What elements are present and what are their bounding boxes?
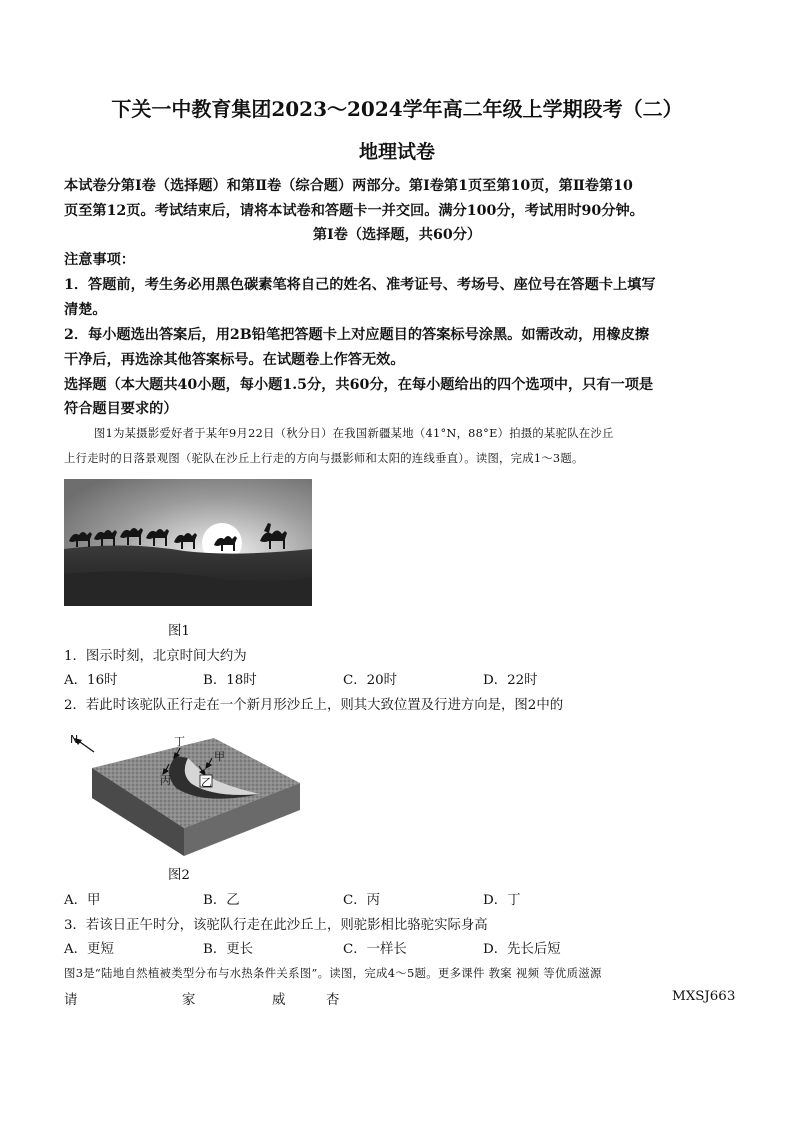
q3-option-b: B．更长 — [203, 942, 254, 957]
q2-option-d: D．丁 — [483, 893, 521, 908]
q2-option-b: B．乙 — [203, 893, 240, 908]
footer-char-1: 请 — [64, 993, 78, 1008]
q1-option-c: C．20时 — [343, 673, 398, 688]
intro-line-1: 本试卷分第Ⅰ卷（选择题）和第Ⅱ卷（综合题）两部分。第Ⅰ卷第1页至第10页，第Ⅱ卷第10 — [64, 178, 633, 194]
notes-heading: 注意事项： — [64, 252, 135, 268]
document-code: MXSJ663 — [672, 989, 736, 1004]
label-ding: 丁 — [174, 735, 185, 748]
intro-line-2: 页至第12页。考试结束后，请将本试卷和答题卡一并交回。满分100分，考试用时90分钟。 — [64, 203, 644, 219]
exam-title: 下关一中教育集团2023～2024学年高二年级上学期段考（二） — [111, 97, 683, 121]
label-jia: 甲 — [214, 750, 225, 763]
north-label: N — [70, 733, 79, 746]
label-yi: 乙 — [201, 776, 212, 789]
note-2-line-2: 干净后，再选涂其他答案标号。在试题卷上作答无效。 — [64, 352, 405, 368]
north-arrow-icon — [80, 742, 94, 752]
note-1-line-2: 清楚。 — [64, 302, 107, 318]
choice-instructions-line-1: 选择题（本大题共40小题，每小题1.5分，共60分，在每小题给出的四个选项中，只有一项是 — [64, 377, 654, 393]
figure-1-caption: 图1 — [168, 624, 190, 639]
footer-char-3: 威 — [272, 993, 286, 1008]
passage-1-line-1: 图1为某摄影爱好者于某年9月22日（秋分日）在我国新疆某地（41°N，88°E）拍摄的某驼队在沙丘 — [94, 427, 614, 440]
passage-2-line-1: 图3是“陆地自然植被类型分布与水热条件关系图”。读图，完成4～5题。更多课件 教案 视频 等优质滋源 — [64, 966, 602, 980]
figure-2-caption: 图2 — [168, 868, 190, 883]
note-1-line-1: 1．答题前，考生务必用黑色碳素笔将自己的姓名、准考证号、考场号、座位号在答题卡上填写 — [64, 277, 656, 293]
choice-instructions-line-2: 符合题目要求的） — [64, 401, 178, 417]
footer-char-2: 家 — [182, 993, 196, 1008]
q3-option-a: A．更短 — [64, 942, 114, 957]
figure-2-dune-diagram — [64, 728, 304, 860]
q1-option-a: A．16时 — [64, 673, 118, 688]
figure-1-photo — [64, 479, 312, 606]
label-bing: 丙 — [160, 774, 171, 787]
q2-option-c: C．丙 — [343, 893, 381, 908]
footer-char-4: 杏 — [326, 993, 340, 1008]
question-1-stem: 1．图示时刻，北京时间大约为 — [64, 649, 247, 664]
q3-option-c: C．一样长 — [343, 942, 407, 957]
q1-option-b: B．18时 — [203, 673, 257, 688]
passage-1-line-2: 上行走时的日落景观图（驼队在沙丘上行走的方向与摄影师和太阳的连线垂直）。读图，完成1～3题。 — [64, 452, 584, 465]
camel-sunset-image — [64, 479, 312, 606]
q2-option-a: A．甲 — [64, 893, 101, 908]
question-2-stem: 2．若此时该驼队正行走在一个新月形沙丘上，则其大致位置及行进方向是，图2中的 — [64, 698, 564, 713]
section-heading: 第Ⅰ卷（选择题，共60分） — [312, 227, 482, 243]
note-2-line-1: 2．每小题选出答案后，用2B铅笔把答题卡上对应题目的答案标号涂黑。如需改动，用橡皮擦 — [64, 327, 650, 343]
q1-option-d: D．22时 — [483, 673, 538, 688]
exam-subtitle: 地理试卷 — [358, 141, 435, 163]
question-3-stem: 3．若该日正午时分，该驼队行走在此沙丘上，则驼影相比骆驼实际身高 — [64, 918, 488, 933]
q3-option-d: D．先长后短 — [483, 942, 561, 957]
